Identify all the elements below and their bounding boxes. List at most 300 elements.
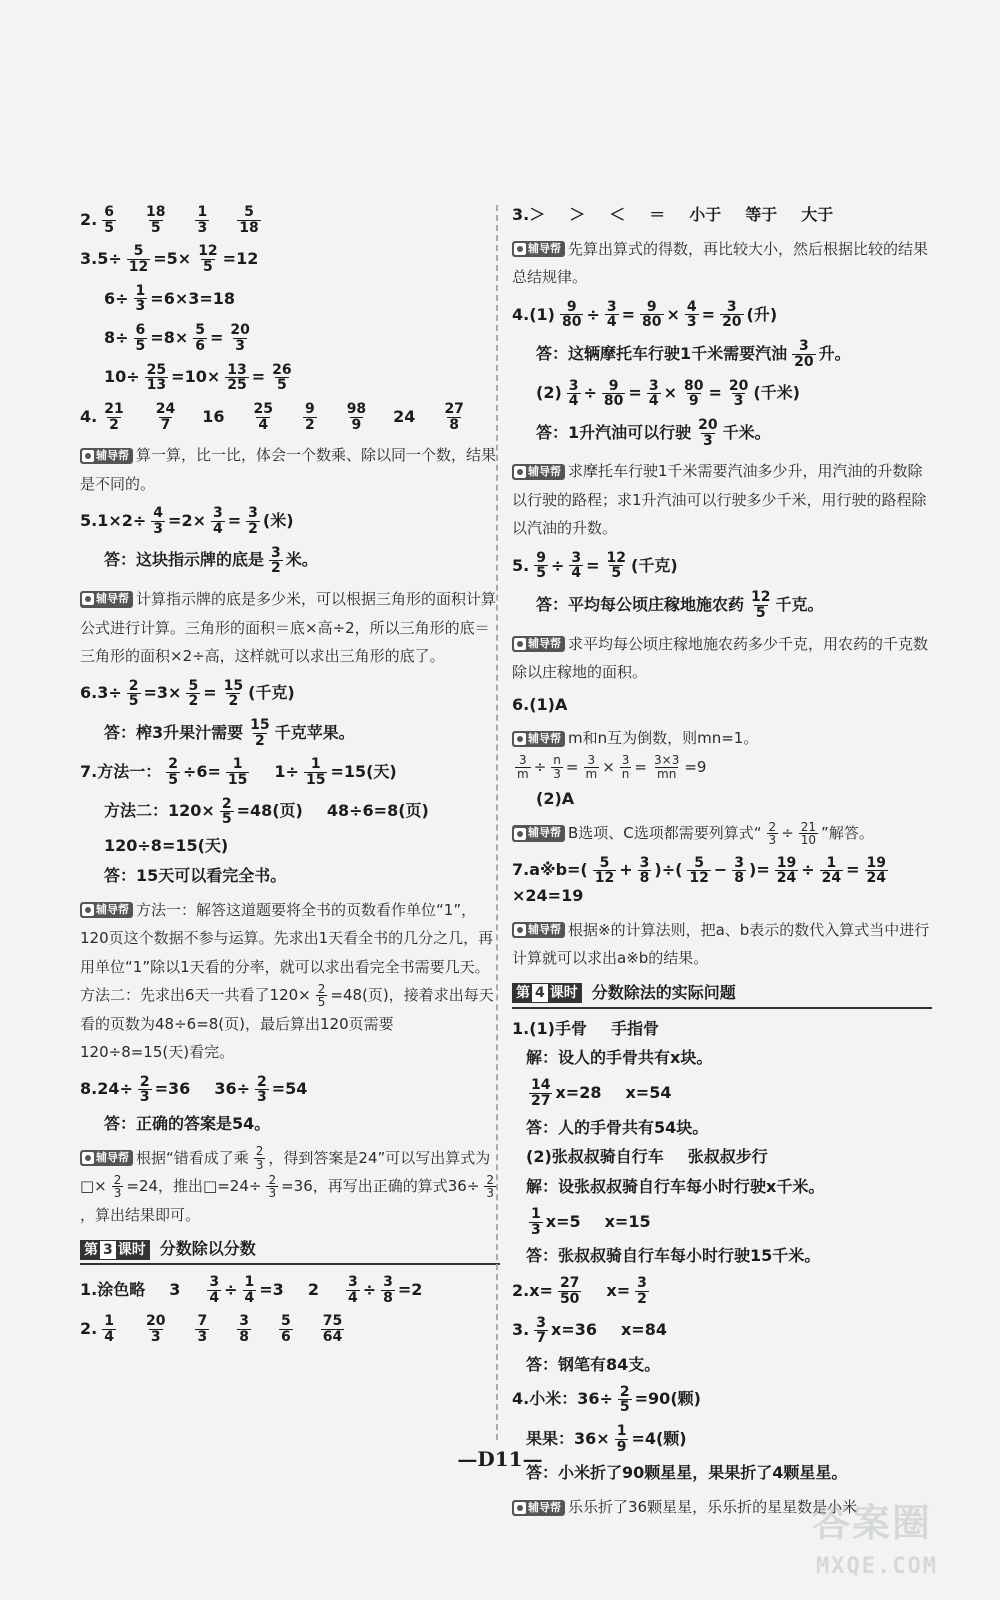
- fraction-denominator: 25: [227, 377, 247, 394]
- answer-line: [512, 1147, 932, 1168]
- fraction-denominator: 13: [146, 377, 167, 394]
- fraction: [605, 551, 628, 581]
- text-run: ÷: [586, 304, 600, 324]
- text-run: 8÷: [104, 327, 129, 347]
- fraction-numerator: 9: [304, 400, 315, 417]
- text-run: 答：正确的答案是54。: [104, 1113, 271, 1133]
- fraction-denominator: 3: [486, 1186, 495, 1201]
- fraction-numerator: 2: [619, 1383, 630, 1400]
- answer-line: [512, 856, 932, 907]
- text-run: 1.(1)手骨: [512, 1018, 587, 1038]
- text-run: ÷: [224, 1279, 238, 1299]
- fraction-numerator: 1: [197, 204, 208, 220]
- fraction: [551, 754, 563, 780]
- fraction-numerator: 27: [444, 400, 464, 417]
- text-run: 等于: [745, 205, 778, 224]
- text-run: 7.方法一：: [80, 762, 162, 782]
- fraction: [820, 856, 843, 886]
- fraction-numerator: 4: [686, 298, 697, 315]
- helper-icon: [82, 1152, 94, 1164]
- fraction: [346, 1275, 360, 1305]
- fraction-numerator: 3: [639, 854, 650, 871]
- section-header: [512, 983, 932, 1009]
- fraction: [127, 244, 150, 274]
- text-run: =10×: [171, 367, 221, 387]
- text-run: =: [701, 304, 716, 324]
- fraction-numerator: 3: [648, 377, 659, 394]
- fraction-numerator: 1: [244, 1274, 255, 1291]
- fraction: [529, 1207, 543, 1237]
- text-run: 24: [393, 406, 416, 426]
- tip-badge-label: 辅导帮: [96, 592, 129, 606]
- fraction: [102, 402, 125, 432]
- text-run: ÷: [362, 1279, 377, 1299]
- tip-note: [80, 585, 500, 671]
- fraction: [193, 323, 207, 353]
- fraction: [775, 856, 798, 886]
- tip-note: [512, 916, 932, 973]
- text-run: 根据“错看成了乘: [136, 1148, 249, 1167]
- fraction-denominator: 5: [619, 1399, 630, 1416]
- fraction-numerator: n: [553, 753, 561, 768]
- fraction-numerator: 1: [531, 1205, 541, 1222]
- fraction: [220, 797, 234, 827]
- answer-line: [80, 402, 500, 432]
- fraction-numerator: 2: [268, 1172, 277, 1187]
- tip-note: [80, 896, 500, 1067]
- helper-icon: [514, 243, 526, 255]
- text-run: =8×: [150, 327, 189, 347]
- fraction-numerator: 2: [486, 1172, 495, 1187]
- fraction-denominator: 80: [642, 314, 662, 331]
- fraction-numerator: 4: [153, 505, 164, 522]
- fraction-numerator: 2: [221, 795, 232, 812]
- answer-line: [80, 284, 500, 314]
- answer-line: [80, 757, 500, 787]
- fraction: [345, 402, 368, 432]
- fraction: [638, 856, 652, 886]
- answer-line: [512, 1078, 932, 1108]
- tip-note: [80, 441, 500, 498]
- fraction-numerator: 1: [232, 756, 243, 773]
- answer-line: [512, 590, 932, 620]
- text-run: (升): [746, 304, 778, 324]
- fraction: [593, 856, 616, 886]
- text-run: =48(页)，接着求出每天看的页数为48÷6=8(页)，最后算出120页需要120÷8=15(天)看完。: [80, 986, 494, 1062]
- tip-badge: [512, 636, 565, 652]
- fraction: [569, 551, 583, 581]
- fraction-denominator: mn: [657, 766, 677, 781]
- fraction: [647, 379, 661, 409]
- fraction-denominator: 9: [688, 393, 699, 410]
- fraction-denominator: 3: [235, 337, 246, 354]
- text-run: 10÷: [104, 367, 140, 387]
- fraction: [211, 506, 225, 536]
- text-run: =: [846, 860, 860, 880]
- text-run: ×: [602, 757, 615, 776]
- text-run: 先算出算式的得数，再比较大小，然后根据比较的结果总结规律。: [512, 239, 929, 287]
- fraction-numerator: 5: [694, 854, 705, 871]
- fraction-numerator: 25: [146, 361, 167, 378]
- fraction: [237, 1314, 251, 1344]
- fraction: [620, 754, 632, 780]
- text-run: =: [565, 757, 579, 776]
- fraction: [635, 1276, 649, 1306]
- text-run: =4(颗): [631, 1428, 687, 1448]
- text-run: ÷6=: [182, 762, 221, 782]
- helper-icon: [514, 638, 526, 650]
- fraction-numerator: 20: [230, 322, 250, 339]
- fraction-numerator: 1: [104, 1313, 114, 1330]
- answer-line: [512, 1276, 932, 1306]
- watermark-text: 答案圈: [812, 1501, 933, 1545]
- answer-line: [80, 244, 500, 274]
- fraction-numerator: 12: [606, 549, 627, 566]
- answer-line: [80, 718, 500, 748]
- fraction-denominator: m: [585, 766, 598, 781]
- fraction-numerator: 5: [133, 243, 144, 260]
- fraction-numerator: 19: [776, 854, 797, 871]
- fraction-denominator: 2: [228, 693, 239, 710]
- fraction-denominator: 4: [648, 393, 659, 410]
- fraction: [269, 546, 283, 576]
- fraction-numerator: 24: [155, 400, 176, 417]
- fraction: [618, 1385, 632, 1415]
- text-run: =3×: [143, 683, 182, 703]
- text-run: (千克): [248, 683, 295, 703]
- fraction-denominator: 2: [637, 1290, 647, 1307]
- helper-icon: [514, 828, 526, 840]
- fraction: [154, 402, 177, 432]
- answer-line: [512, 1048, 932, 1069]
- fraction-denominator: 24: [776, 870, 797, 887]
- answer-line: [512, 379, 932, 409]
- fraction: [246, 506, 260, 536]
- fraction: [127, 679, 141, 709]
- lesson-number: 4: [532, 984, 548, 1002]
- text-run: (千米): [753, 383, 800, 403]
- text-run: 答：1升汽油可以行驶: [536, 422, 692, 442]
- text-run: =36: [154, 1079, 191, 1099]
- text-run: x=5: [545, 1211, 581, 1231]
- helper-icon: [82, 904, 94, 916]
- text-run: =36，再写出正确的算式36÷: [281, 1177, 480, 1196]
- fraction-denominator: 10: [800, 833, 817, 848]
- answer-line: [512, 551, 932, 581]
- text-run: 3.＞: [512, 205, 546, 224]
- answer-line: [512, 300, 932, 330]
- fraction: [792, 339, 815, 369]
- text-run: 7.a※b=(: [512, 860, 588, 880]
- text-run: 千克苹果。: [274, 722, 355, 742]
- tip-note: [512, 819, 932, 848]
- fraction-denominator: 3: [268, 1186, 277, 1201]
- fraction: [222, 679, 245, 709]
- fraction-denominator: 5: [276, 377, 287, 394]
- fraction-numerator: 20: [145, 1313, 166, 1330]
- answer-line: [512, 1177, 932, 1198]
- tip-note: [512, 724, 932, 781]
- fraction-denominator: 4: [244, 1289, 255, 1306]
- fraction-denominator: 3: [255, 1157, 264, 1172]
- fraction-denominator: m: [517, 766, 529, 781]
- fraction: [195, 205, 209, 235]
- tip-badge: [512, 825, 565, 841]
- answer-line: [80, 506, 500, 536]
- fraction-numerator: 2: [139, 1073, 150, 1090]
- text-run: =48(页): [236, 801, 303, 821]
- fraction-numerator: 19: [866, 854, 887, 871]
- tip-badge: [512, 464, 565, 480]
- answer-line: [80, 679, 500, 709]
- fraction-numerator: 3: [209, 1274, 220, 1291]
- fraction-numerator: 7: [197, 1313, 208, 1330]
- tip-badge: [512, 1500, 565, 1516]
- text-run: =: [586, 555, 600, 575]
- fraction: [602, 379, 625, 409]
- text-run: (2)A: [536, 789, 575, 809]
- text-run: =: [227, 511, 242, 531]
- lesson-suffix: 课时: [549, 985, 578, 1002]
- fraction-denominator: 5: [128, 693, 139, 710]
- fraction-denominator: 5: [755, 604, 766, 621]
- answer-line: [512, 1207, 932, 1237]
- fraction-denominator: 4: [347, 1289, 358, 1306]
- tip-badge-label: 辅导帮: [96, 1151, 129, 1165]
- fraction-numerator: 5: [244, 204, 254, 220]
- text-run: x=54: [625, 1082, 672, 1102]
- answer-line: [512, 1316, 932, 1346]
- text-run: ×: [666, 304, 680, 324]
- text-run: =6×3=18: [150, 288, 236, 308]
- fraction-numerator: 3: [734, 854, 745, 871]
- fraction-numerator: 15: [223, 677, 244, 694]
- fraction-denominator: 3: [768, 833, 777, 848]
- fraction-denominator: 3: [113, 1186, 122, 1201]
- text-run: +: [619, 860, 633, 880]
- text-run: 米。: [285, 550, 318, 570]
- text-run: 答：张叔叔骑自行车每小时行驶15千米。: [526, 1246, 821, 1266]
- tip-note: [512, 235, 932, 292]
- text-run: )=: [749, 860, 770, 880]
- fraction: [134, 284, 148, 314]
- fraction-denominator: 3: [553, 766, 561, 781]
- text-run: (千克): [631, 555, 678, 575]
- helper-icon: [514, 466, 526, 478]
- fraction: [381, 1275, 395, 1305]
- fraction-denominator: 3: [256, 1089, 267, 1106]
- text-run: ＞: [569, 205, 586, 224]
- section-title: 分数除法的实际问题: [591, 982, 736, 1002]
- fraction-numerator: 3: [568, 377, 579, 394]
- answer-line: [512, 1246, 932, 1267]
- fraction-denominator: 8: [383, 1289, 393, 1306]
- right-column: [512, 205, 932, 1530]
- text-run: 5.: [512, 555, 530, 575]
- fraction-denominator: 5: [203, 259, 213, 276]
- text-run: =: [708, 383, 722, 403]
- section-title: 分数除以分数: [159, 1239, 256, 1259]
- text-run: x=36: [550, 1320, 597, 1340]
- helper-icon: [82, 593, 94, 605]
- fraction-denominator: 2: [271, 560, 281, 577]
- fraction-numerator: 14: [531, 1077, 551, 1094]
- fraction-denominator: 15: [305, 771, 326, 788]
- fraction-numerator: 25: [253, 400, 273, 417]
- answer-line: [80, 363, 500, 393]
- fraction-denominator: 5: [168, 771, 178, 788]
- text-run: 果果：36×: [526, 1428, 610, 1448]
- text-run: 方法一：解答这道题要将全书的页数看作单位“1”，120页这个数据不参与运算。先求出1天看全书的几分之几，再用单位“1”除以1天看的分率，就可以求出看完全书需要几天。方法二：先求出6天一共看了120×: [80, 900, 494, 1005]
- text-run: 6.3÷: [80, 683, 122, 703]
- fraction-numerator: 5: [599, 854, 610, 871]
- text-run: =: [621, 304, 636, 324]
- fraction: [720, 300, 743, 330]
- fraction-denominator: 4: [104, 1329, 114, 1346]
- tip-badge-label: 辅导帮: [528, 731, 561, 745]
- text-run: ”解答。: [821, 824, 874, 843]
- text-run: 解：设张叔叔骑自行车每小时行驶x千米。: [526, 1177, 825, 1197]
- text-run: =3: [259, 1279, 284, 1299]
- fraction: [145, 363, 168, 393]
- text-run: 大于: [801, 205, 834, 224]
- fraction: [279, 1314, 293, 1344]
- fraction-numerator: 1: [310, 756, 321, 773]
- fraction: [687, 856, 710, 886]
- answer-line: [80, 546, 500, 576]
- fraction-numerator: 6: [135, 322, 146, 339]
- fraction-numerator: 5: [195, 322, 205, 339]
- fraction-denominator: 50: [559, 1290, 580, 1307]
- fraction-numerator: 3: [519, 753, 527, 768]
- fraction: [529, 1078, 552, 1108]
- tip-badge: [512, 241, 565, 257]
- fraction: [316, 983, 328, 1009]
- fraction: [515, 754, 531, 780]
- text-run: =: [203, 683, 217, 703]
- fraction-denominator: 8: [449, 416, 460, 433]
- lesson-number: 3: [100, 1241, 116, 1259]
- answer-line: [80, 1075, 500, 1105]
- answer-line: [80, 1314, 500, 1344]
- text-run: =: [210, 327, 224, 347]
- fraction-numerator: 2: [768, 819, 777, 834]
- answer-line: [80, 797, 500, 827]
- fraction: [266, 1174, 278, 1200]
- fraction: [652, 754, 681, 780]
- fraction-numerator: 6: [104, 204, 114, 220]
- fraction-numerator: 9: [566, 298, 577, 315]
- lesson-label: [80, 1240, 150, 1260]
- fraction-numerator: 3: [587, 753, 596, 768]
- fraction: [767, 821, 779, 847]
- fraction: [534, 1316, 548, 1346]
- text-run: =: [634, 757, 647, 776]
- text-run: 答：平均每公顷庄稼地施农药: [536, 594, 745, 614]
- text-run: ，得到答案是24”可以写出算式为□×: [80, 1148, 491, 1196]
- text-run: 答：榨3升果汁需要: [104, 722, 244, 742]
- fraction-numerator: 3: [726, 298, 737, 315]
- text-run: ÷: [583, 383, 597, 403]
- fraction-numerator: 3: [239, 1313, 249, 1330]
- fraction-numerator: 2: [113, 1172, 122, 1187]
- fraction-denominator: 7: [536, 1330, 546, 1347]
- fraction-denominator: 6: [195, 337, 205, 354]
- fraction-numerator: 80: [683, 377, 704, 394]
- tip-badge-label: 辅导帮: [528, 464, 561, 478]
- answer-line: [80, 836, 500, 857]
- fraction-denominator: 6: [280, 1329, 291, 1346]
- fraction-numerator: 3: [271, 544, 281, 561]
- text-run: )÷(: [654, 860, 683, 880]
- text-run: ＝: [649, 205, 666, 224]
- fraction-denominator: 4: [209, 1289, 220, 1306]
- text-run: =90(颗): [634, 1389, 701, 1409]
- answer-line: [512, 1019, 932, 1040]
- text-run: −: [713, 860, 728, 880]
- fraction-numerator: 3: [571, 549, 582, 566]
- text-run: x=15: [604, 1211, 651, 1231]
- answer-line: [80, 1275, 500, 1305]
- text-run: x=84: [620, 1320, 667, 1340]
- text-run: =: [251, 367, 266, 387]
- text-run: 120÷8=15(天): [104, 836, 229, 855]
- fraction-denominator: 3: [686, 314, 697, 331]
- lesson-prefix: 第: [516, 985, 530, 1002]
- text-run: 6÷: [104, 288, 129, 308]
- fraction-denominator: 80: [561, 314, 582, 331]
- text-run: =9: [684, 757, 707, 776]
- fraction-numerator: 20: [698, 416, 718, 433]
- fraction-numerator: 3: [347, 1274, 358, 1291]
- fraction-denominator: 2: [188, 693, 199, 710]
- text-run: 4.小米：36÷: [512, 1389, 613, 1409]
- fraction-numerator: 21: [104, 400, 124, 417]
- fraction-denominator: 27: [531, 1092, 551, 1109]
- fraction-denominator: 5: [536, 565, 546, 582]
- text-run: ，算出结果即可。: [80, 1205, 201, 1224]
- fraction: [865, 856, 888, 886]
- fraction: [605, 300, 619, 330]
- text-run: 6.(1)A: [512, 694, 568, 714]
- fraction-denominator: 4: [606, 314, 617, 331]
- fraction: [102, 205, 116, 235]
- fraction: [696, 418, 719, 448]
- fraction-numerator: 13: [227, 361, 247, 378]
- answer-line: [512, 1355, 932, 1376]
- fraction: [304, 757, 327, 787]
- text-run: ×: [663, 383, 677, 403]
- text-run: 3.: [512, 1320, 530, 1340]
- fraction: [134, 323, 148, 353]
- fraction-numerator: 27: [559, 1275, 580, 1292]
- fraction: [560, 300, 583, 330]
- fraction: [237, 205, 260, 235]
- text-run: 升。: [818, 343, 851, 363]
- fraction: [248, 718, 271, 748]
- fraction-numerator: 2: [255, 1144, 264, 1159]
- fraction-numerator: 1: [616, 1423, 627, 1440]
- text-run: ＜: [609, 205, 626, 224]
- fraction-denominator: 2: [109, 416, 119, 433]
- fraction-denominator: 3: [150, 1329, 161, 1346]
- tip-badge: [80, 591, 133, 607]
- text-run: (米): [262, 511, 294, 531]
- helper-icon: [514, 733, 526, 745]
- fraction: [640, 300, 663, 330]
- lesson-prefix: 第: [84, 1241, 98, 1258]
- fraction-numerator: 2: [256, 1073, 267, 1090]
